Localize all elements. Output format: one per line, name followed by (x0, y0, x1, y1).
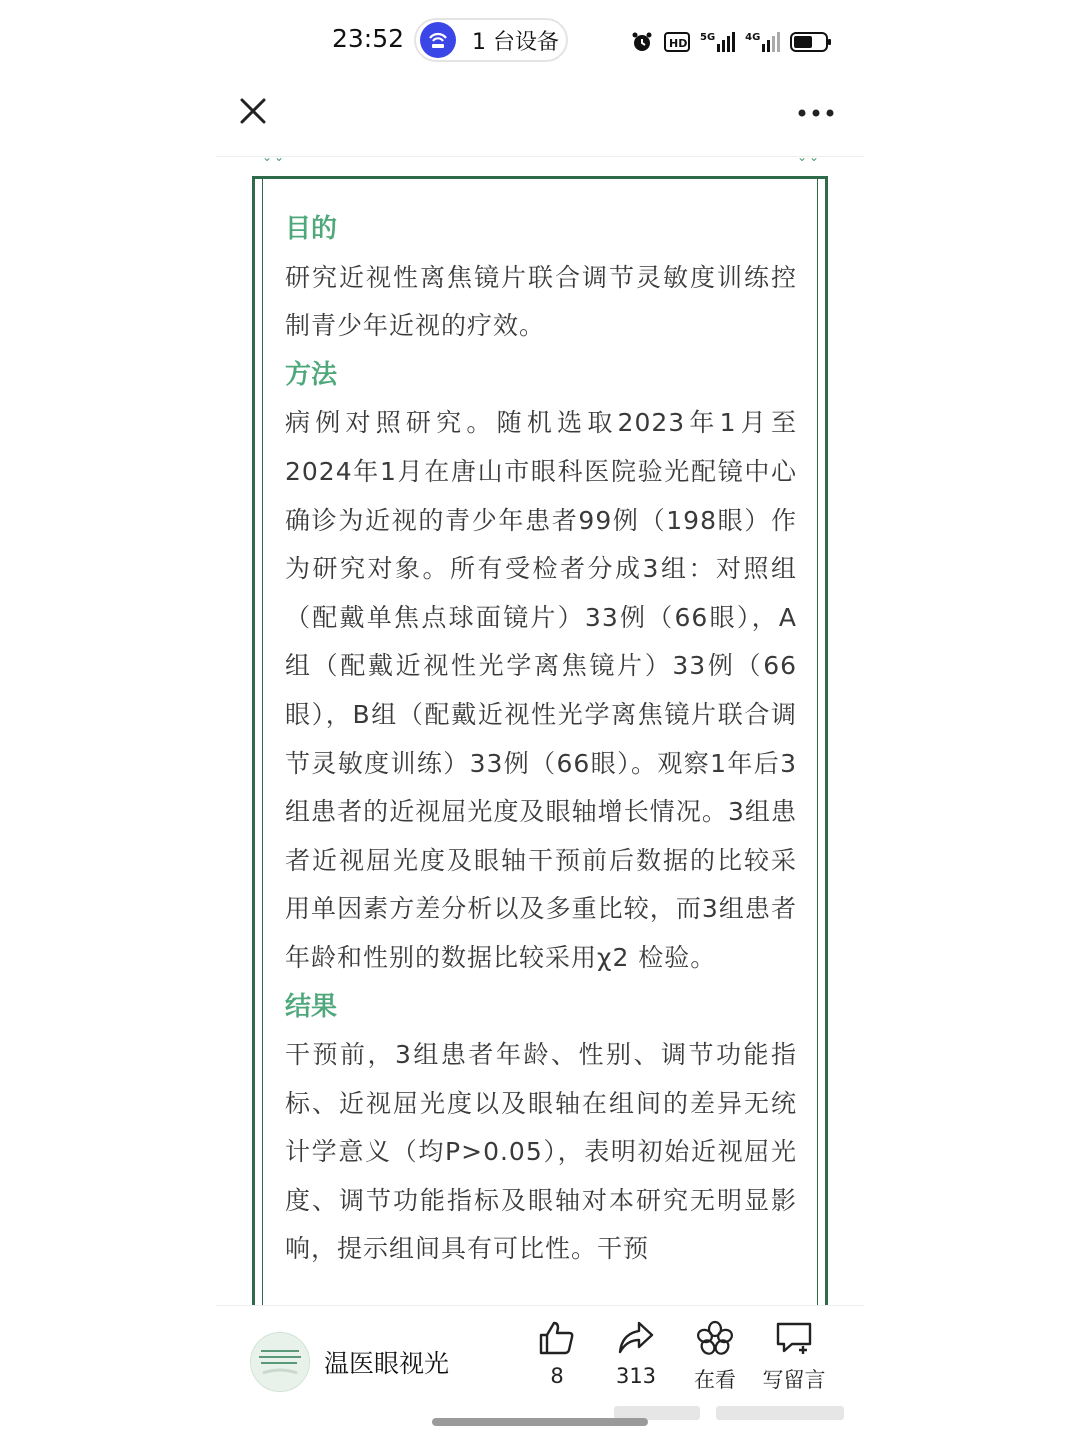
account-logo-icon (251, 1333, 309, 1391)
close-button[interactable] (236, 94, 270, 128)
svg-text:HD: HD (669, 37, 688, 50)
network-5g-label: 5G (700, 32, 716, 43)
like-count: 8 (550, 1364, 564, 1388)
close-icon (236, 94, 270, 128)
account-name[interactable]: 温医眼视光 (324, 1349, 450, 1378)
device-label: 1 台设备 (472, 29, 559, 55)
blurred-region (716, 1406, 844, 1420)
signal-5g-icon (700, 32, 735, 52)
share-icon (617, 1320, 655, 1356)
comment-icon (775, 1320, 813, 1356)
watching-label: 在看 (694, 1368, 736, 1392)
alarm-icon (630, 30, 654, 54)
section-text-objective: 研究近视性离焦镜片联合调节灵敏度训练控制青少年近视的疗效。 (285, 262, 797, 341)
thumbs-up-icon (538, 1320, 576, 1356)
more-icon (796, 107, 836, 119)
section-title-results: 结果 (285, 991, 338, 1022)
section-title-methods: 方法 (285, 359, 338, 390)
frame-decoration-left: ⌄⌄ (262, 150, 287, 164)
more-button[interactable] (796, 104, 836, 116)
section-text-results: 干预前，3组患者年龄、性别、调节功能指标、近视屈光度以及眼轴在组间的差异无统计学意义（均P>0.05），表明初始近视屈光度、调节功能指标及眼轴对本研究无明显影响，提示组间具有可比性。干预 (285, 1040, 797, 1264)
comment-label: 写留言 (762, 1368, 826, 1392)
hd-icon (664, 31, 690, 53)
share-button[interactable] (601, 1320, 671, 1388)
share-count: 313 (615, 1364, 657, 1388)
account-avatar[interactable] (250, 1332, 310, 1392)
like-button[interactable] (522, 1320, 592, 1388)
battery-icon (790, 31, 832, 53)
article-header (216, 84, 864, 157)
article-content (285, 205, 797, 1303)
status-icons (630, 28, 832, 56)
bottom-action-bar (216, 1305, 864, 1406)
frame-decoration-right: ⌄⌄ (797, 150, 822, 164)
status-time: 23:52 (332, 24, 405, 53)
device-pill[interactable] (414, 18, 568, 62)
home-indicator[interactable] (432, 1418, 648, 1426)
section-text-methods: 病例对照研究。随机选取2023年1月至2024年1月在唐山市眼科医院验光配镜中心确诊为近视的青少年患者99例（198眼）作为研究对象。所有受检者分成3组：对照组（配戴单焦点球面镜片）33例（66眼），A组（配戴近视性光学离焦镜片）33例（66眼），B组（配戴近视性光学离焦镜片联合调节灵敏度训练）33例（66眼）。观察1年后3组患者的近视屈光度及眼轴增长情况。3组患者近视屈光度及眼轴干预前后数据的比较采用单因素方差分析以及多重比较，而3组患者年龄和性别的数据比较采用χ2 检验。 (285, 408, 797, 972)
section-title-objective: 目的 (285, 214, 338, 244)
network-4g-label: 4G (745, 32, 761, 43)
status-bar (0, 0, 1080, 84)
watching-button[interactable] (680, 1320, 750, 1394)
wifi-broadcast-icon (420, 22, 456, 58)
signal-4g-icon (745, 32, 780, 52)
flower-icon (696, 1320, 734, 1356)
comment-button[interactable] (759, 1320, 829, 1394)
